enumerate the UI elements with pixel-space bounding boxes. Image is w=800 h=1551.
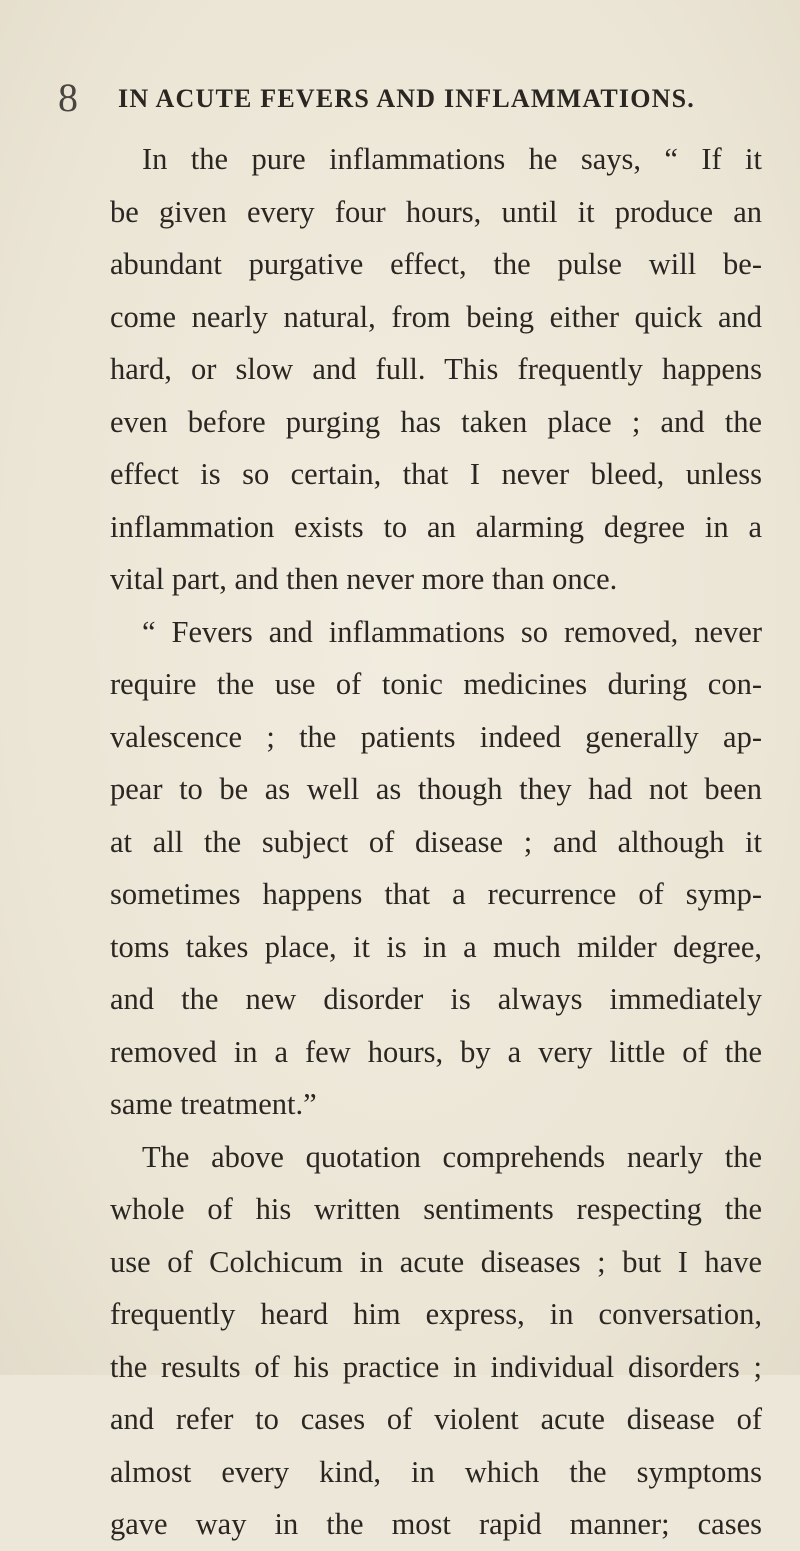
text-line: valescence ; the patients indeed generally ap- bbox=[110, 719, 762, 754]
text-line: use of Colchicum in acute diseases ; but I have bbox=[110, 1244, 762, 1279]
text-line: abundant purgative effect, the pulse will be- bbox=[110, 247, 762, 281]
text-line: pear to be as well as though they had not been bbox=[110, 772, 762, 806]
text-line: removed in a few hours, by a very little of the bbox=[110, 1034, 762, 1069]
text-line: the results of his practice in individual disorders ; bbox=[110, 1349, 762, 1384]
text-line: even before purging has taken place ; and the bbox=[110, 404, 762, 439]
text-line: toms takes place, it is in a much milder degree, bbox=[110, 929, 762, 964]
text-line: same treatment.” bbox=[110, 1087, 317, 1121]
text-line: The above quotation comprehends nearly the bbox=[142, 1139, 762, 1174]
text-line: at all the subject of disease ; and although it bbox=[110, 824, 762, 859]
text-line: In the pure inflammations he says, “ If it bbox=[142, 142, 762, 176]
text-line: come nearly natural, from being either quick and bbox=[110, 299, 762, 334]
text-line: inflammation exists to an alarming degree in a bbox=[110, 509, 762, 544]
text-line: gave way in the most rapid manner; cases bbox=[110, 1507, 762, 1541]
text-line: frequently heard him express, in conversation, bbox=[110, 1297, 762, 1331]
text-line: sometimes happens that a recurrence of symp- bbox=[110, 877, 762, 911]
running-head bbox=[58, 75, 758, 120]
text-line: “ Fevers and inflammations so removed, never bbox=[142, 614, 762, 649]
text-line: whole of his written sentiments respecting the bbox=[110, 1192, 762, 1226]
text-line: and the new disorder is always immediately bbox=[110, 982, 762, 1016]
text-line: be given every four hours, until it produce an bbox=[110, 194, 762, 229]
text-line: hard, or slow and full. This frequently happens bbox=[110, 352, 762, 386]
text-line: vital part, and then never more than once. bbox=[110, 562, 618, 596]
text-line: and refer to cases of violent acute disease of bbox=[110, 1402, 762, 1436]
page-number: 8 bbox=[58, 75, 79, 120]
body-text bbox=[110, 133, 762, 1551]
text-line: effect is so certain, that I never bleed, unless bbox=[110, 457, 762, 491]
text-line: require the use of tonic medicines during con- bbox=[110, 667, 762, 701]
text-line: almost every kind, in which the symptoms bbox=[110, 1454, 762, 1489]
running-head-title: IN ACUTE FEVERS AND INFLAMMATIONS. bbox=[118, 84, 695, 113]
